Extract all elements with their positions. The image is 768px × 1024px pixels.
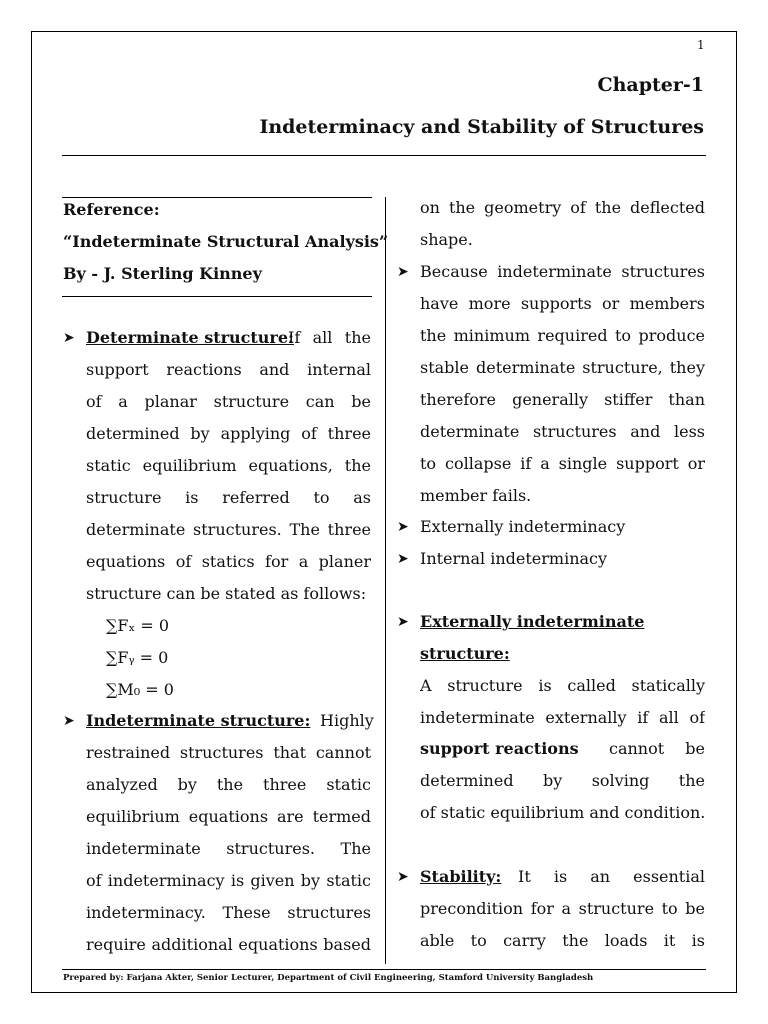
bullet-internal-indeterminacy: Internal indeterminacy xyxy=(420,549,608,568)
bullet-arrow-icon: ➤ xyxy=(397,614,409,630)
bullet-arrow-icon: ➤ xyxy=(397,264,409,280)
because-line: the minimum required to produce xyxy=(420,326,705,345)
continued-line: on the geometry of the deflected xyxy=(420,198,705,217)
bullet-arrow-icon: ➤ xyxy=(397,551,409,567)
equation-m0: ∑M₀ = 0 xyxy=(106,680,174,699)
bullet-externally-indeterminacy: Externally indeterminacy xyxy=(420,517,626,536)
external-line: cannot be xyxy=(609,739,705,758)
determinate-line: determinate structures. The three xyxy=(86,520,371,539)
determinate-line: support reactions and internal xyxy=(86,360,371,379)
because-line: therefore generally stiffer than xyxy=(420,390,705,409)
footer-text: Prepared by: Farjana Akter, Senior Lecturer, Department of Civil Engineering, Stamford University Bangladesh xyxy=(63,973,594,983)
because-line: determinate structures and less xyxy=(420,422,705,441)
bullet-arrow-icon: ➤ xyxy=(397,869,409,885)
equation-fy: ∑Fᵧ = 0 xyxy=(106,648,169,667)
because-line: to collapse if a single support or xyxy=(420,454,705,473)
external-heading-cont: structure: xyxy=(420,644,510,663)
reference-label: Reference: xyxy=(63,200,160,219)
bullet-arrow-icon: ➤ xyxy=(63,713,75,729)
indeterminate-line: indeterminate structures. The xyxy=(86,839,371,858)
external-line: indeterminate externally if all of xyxy=(420,708,705,727)
chapter-title: Indeterminacy and Stability of Structures xyxy=(259,116,704,138)
column-divider xyxy=(385,197,386,964)
stability-line: precondition for a structure to be xyxy=(420,899,705,918)
stability-heading: Stability: xyxy=(420,867,502,886)
determinate-line: equations of statics for a planer xyxy=(86,552,371,571)
because-line: Because indeterminate structures xyxy=(420,262,705,281)
external-line: A structure is called statically xyxy=(420,676,705,695)
equation-fx: ∑Fₓ = 0 xyxy=(106,616,170,635)
reference-book: “Indeterminate Structural Analysis” xyxy=(63,232,389,251)
determinate-line: structure is referred to as xyxy=(86,488,371,507)
because-line: member fails. xyxy=(420,486,532,505)
bullet-arrow-icon: ➤ xyxy=(397,519,409,535)
indeterminate-line: analyzed by the three static xyxy=(86,775,371,794)
continued-line: shape. xyxy=(420,230,473,249)
footer-divider xyxy=(62,969,706,970)
bullet-arrow-icon: ➤ xyxy=(63,330,75,346)
stability-line: It is an essential xyxy=(518,867,705,886)
chapter-heading: Chapter-1 xyxy=(597,74,704,96)
indeterminate-line: equilibrium equations are termed xyxy=(86,807,371,826)
determinate-line: determined by applying of three xyxy=(86,424,371,443)
indeterminate-line: require additional equations based xyxy=(86,935,371,954)
determinate-line: of a planar structure can be xyxy=(86,392,371,411)
determinate-line: static equilibrium equations, the xyxy=(86,456,371,475)
indeterminate-line: indeterminacy. These structures xyxy=(86,903,371,922)
indeterminate-heading: Indeterminate structure: xyxy=(86,711,311,730)
because-line: stable determinate structure, they xyxy=(420,358,705,377)
support-reactions-bold: support reactions xyxy=(420,739,579,758)
reference-bottom-rule xyxy=(62,296,372,297)
determinate-line: structure can be stated as follows: xyxy=(86,584,367,603)
determinate-line: If all the xyxy=(288,328,371,347)
determinate-heading: Determinate structure: xyxy=(86,328,294,347)
reference-author: By - J. Sterling Kinney xyxy=(63,264,262,283)
external-heading: Externally indeterminate xyxy=(420,612,645,631)
indeterminate-line: Highly xyxy=(320,711,374,730)
indeterminate-line: restrained structures that cannot xyxy=(86,743,371,762)
title-divider xyxy=(62,155,706,156)
external-line: determined by solving the xyxy=(420,771,705,790)
because-line: have more supports or members xyxy=(420,294,705,313)
indeterminate-line: of indeterminacy is given by static xyxy=(86,871,371,890)
page-number: 1 xyxy=(697,38,705,52)
stability-line: able to carry the loads it is xyxy=(420,931,705,950)
external-line: of static equilibrium and condition. xyxy=(420,803,706,822)
